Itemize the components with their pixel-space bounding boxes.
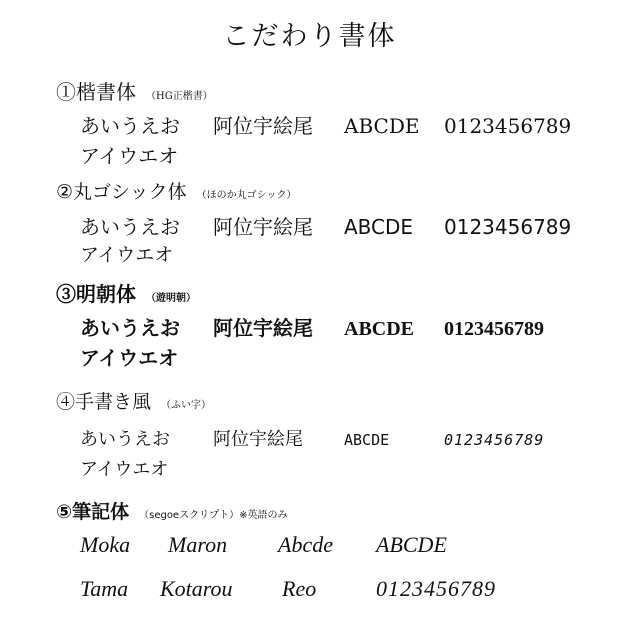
script-word: Maron (168, 532, 228, 557)
section-number: ④ (56, 391, 76, 413)
section-name: 明朝体 (76, 284, 136, 306)
section-number: ⑤ (56, 501, 73, 523)
section-name: 手書き風 (75, 391, 152, 413)
latin-sample: ABCDE (344, 318, 415, 340)
digits-sample: 0123456789 (444, 318, 544, 340)
section-header (56, 387, 211, 414)
section-number: ① (56, 80, 76, 104)
sample-row (80, 211, 571, 240)
section-script (56, 497, 287, 524)
section-mincho (56, 278, 196, 307)
section-kaisho (56, 76, 213, 105)
latin-sample: ABCDE (344, 215, 414, 239)
section-header (56, 177, 296, 204)
digits-sample: 0123456789 (444, 114, 572, 138)
script-word: 0123456789 (376, 576, 496, 601)
script-word: Kotarou (160, 576, 233, 601)
section-header (56, 76, 213, 105)
section-name: 楷書体 (76, 80, 136, 104)
katakana-sample: アイウエオ (80, 348, 179, 370)
digits-sample: 0123456789 (444, 215, 572, 239)
script-word: ABCDE (376, 532, 447, 557)
katakana-sample: アイウエオ (80, 459, 169, 480)
sample-row (80, 312, 544, 341)
sample-row (80, 110, 571, 139)
script-word: Reo (282, 576, 317, 601)
hiragana-sample: あいうえお (80, 114, 180, 138)
section-number: ③ (56, 284, 76, 306)
section-header (56, 278, 196, 307)
sample-row (80, 425, 544, 451)
section-note: （ふい字） (161, 400, 212, 411)
section-note: （segoeスクリプト）※英語のみ (139, 510, 288, 521)
script-row-2 (80, 576, 496, 602)
script-word: Moka (80, 532, 131, 557)
kanji-sample: 阿位宇絵尾 (213, 114, 313, 138)
hiragana-sample: あいうえお (80, 318, 180, 340)
kanji-sample: 阿位宇絵尾 (213, 429, 303, 450)
section-handwriting (56, 387, 211, 414)
latin-sample: ABCDE (344, 114, 420, 138)
kanji-sample: 阿位宇絵尾 (213, 318, 313, 340)
latin-sample: ABCDE (344, 431, 390, 449)
katakana-sample: アイウエオ (80, 144, 179, 168)
hiragana-sample: あいうえお (80, 429, 170, 450)
section-header (56, 497, 287, 524)
section-number: ② (56, 181, 74, 203)
section-note: （遊明朝） (146, 293, 196, 304)
script-word: Tama (80, 576, 129, 601)
page-title: こだわり書体 (222, 21, 397, 52)
section-name: 丸ゴシック体 (73, 181, 187, 203)
katakana-sample: アイウエオ (80, 244, 174, 266)
script-row-1 (80, 532, 447, 558)
kanji-sample: 阿位宇絵尾 (213, 215, 313, 239)
script-word: Abcde (278, 532, 333, 557)
digits-sample: 0123456789 (444, 431, 545, 449)
section-note: （HG正楷書） (146, 91, 213, 102)
section-name: 筆記体 (72, 501, 130, 523)
section-note: （ほのか丸ゴシック） (196, 190, 297, 201)
hiragana-sample: あいうえお (80, 215, 180, 239)
section-maru-gothic (56, 177, 296, 204)
